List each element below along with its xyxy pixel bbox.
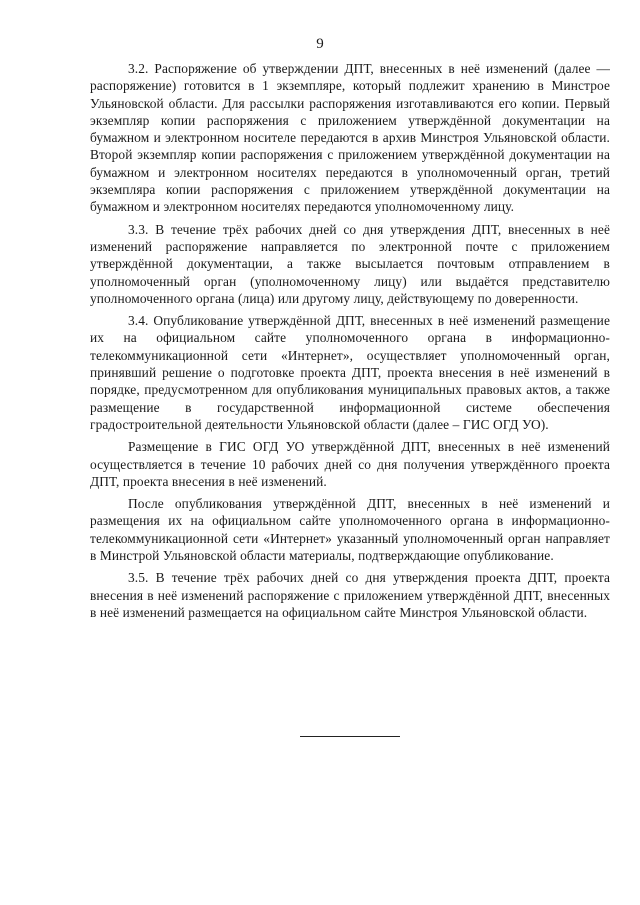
paragraph-3-4: 3.4. Опубликование утверждённой ДПТ, внесенных в неё изменений размещение их на официальном сайте уполномоченного органа в информационно-телекоммуникационной сети «Интернет», осуществляет уполномоченный орган, принявший решение о подготовке проекта ДПТ, проекта внесения в неё изменений в порядке, предусмотренном для опубликования муниципальных правовых актов, а также размещение в государственной информационной системе обеспечения градостроительной деятельности Ульяновской области (далее – ГИС ОГД УО). <box>90 313 610 432</box>
paragraph-3-5: 3.5. В течение трёх рабочих дней со дня утверждения проекта ДПТ, проекта внесения в неё изменений распоряжение с приложением утверждённой ДПТ, внесенных в неё изменений размещается на официальном сайте Минстроя Ульяновской области. <box>90 570 610 620</box>
paragraph-3-2: 3.2. Распоряжение об утверждении ДПТ, внесенных в неё изменений (далее — распоряжение) готовится в 1 экземпляре, который подлежит хранению в Минстрое Ульяновской области. Для рассылки распоряжения изготавливаются его копии. Первый экземпляр копии распоряжения с приложением утверждённой документации на бумажном и электронном носителе передаются в архив Минстроя Ульяновской области. Второй экземпляр копии распоряжения с приложением утверждённой документации на бумажном и электронном носителях передаются в уполномоченный орган, третий экземпляра копии распоряжения с приложением утверждённой документации на бумажном и электронном носителях передаются уполномоченному лицу. <box>90 61 610 215</box>
document-body <box>90 60 610 626</box>
end-separator-line <box>300 736 400 737</box>
paragraph-after-publication: После опубликования утверждённой ДПТ, внесенных в неё изменений и размещения их на официальном сайте уполномоченного органа в информационно-телекоммуникационной сети «Интернет» указанный уполномоченный орган направляет в Минстрой Ульяновской области материалы, подтверждающие опубликование. <box>90 496 610 564</box>
paragraph-gis-placement: Размещение в ГИС ОГД УО утверждённой ДПТ, внесенных в неё изменений осуществляется в течение 10 рабочих дней со дня получения утверждённого проекта ДПТ, проекта внесения в неё изменений. <box>90 439 610 489</box>
paragraph-3-3: 3.3. В течение трёх рабочих дней со дня утверждения ДПТ, внесенных в неё изменений распоряжение направляется по электронной почте с приложением утверждённой документации, а также высылается почтовым отправлением в уполномоченный орган (уполномоченному лицу) или выдаётся представителю уполномоченного органа (лица) или другому лицу, действующему по доверенности. <box>90 221 610 306</box>
page-number: 9 <box>316 36 324 52</box>
